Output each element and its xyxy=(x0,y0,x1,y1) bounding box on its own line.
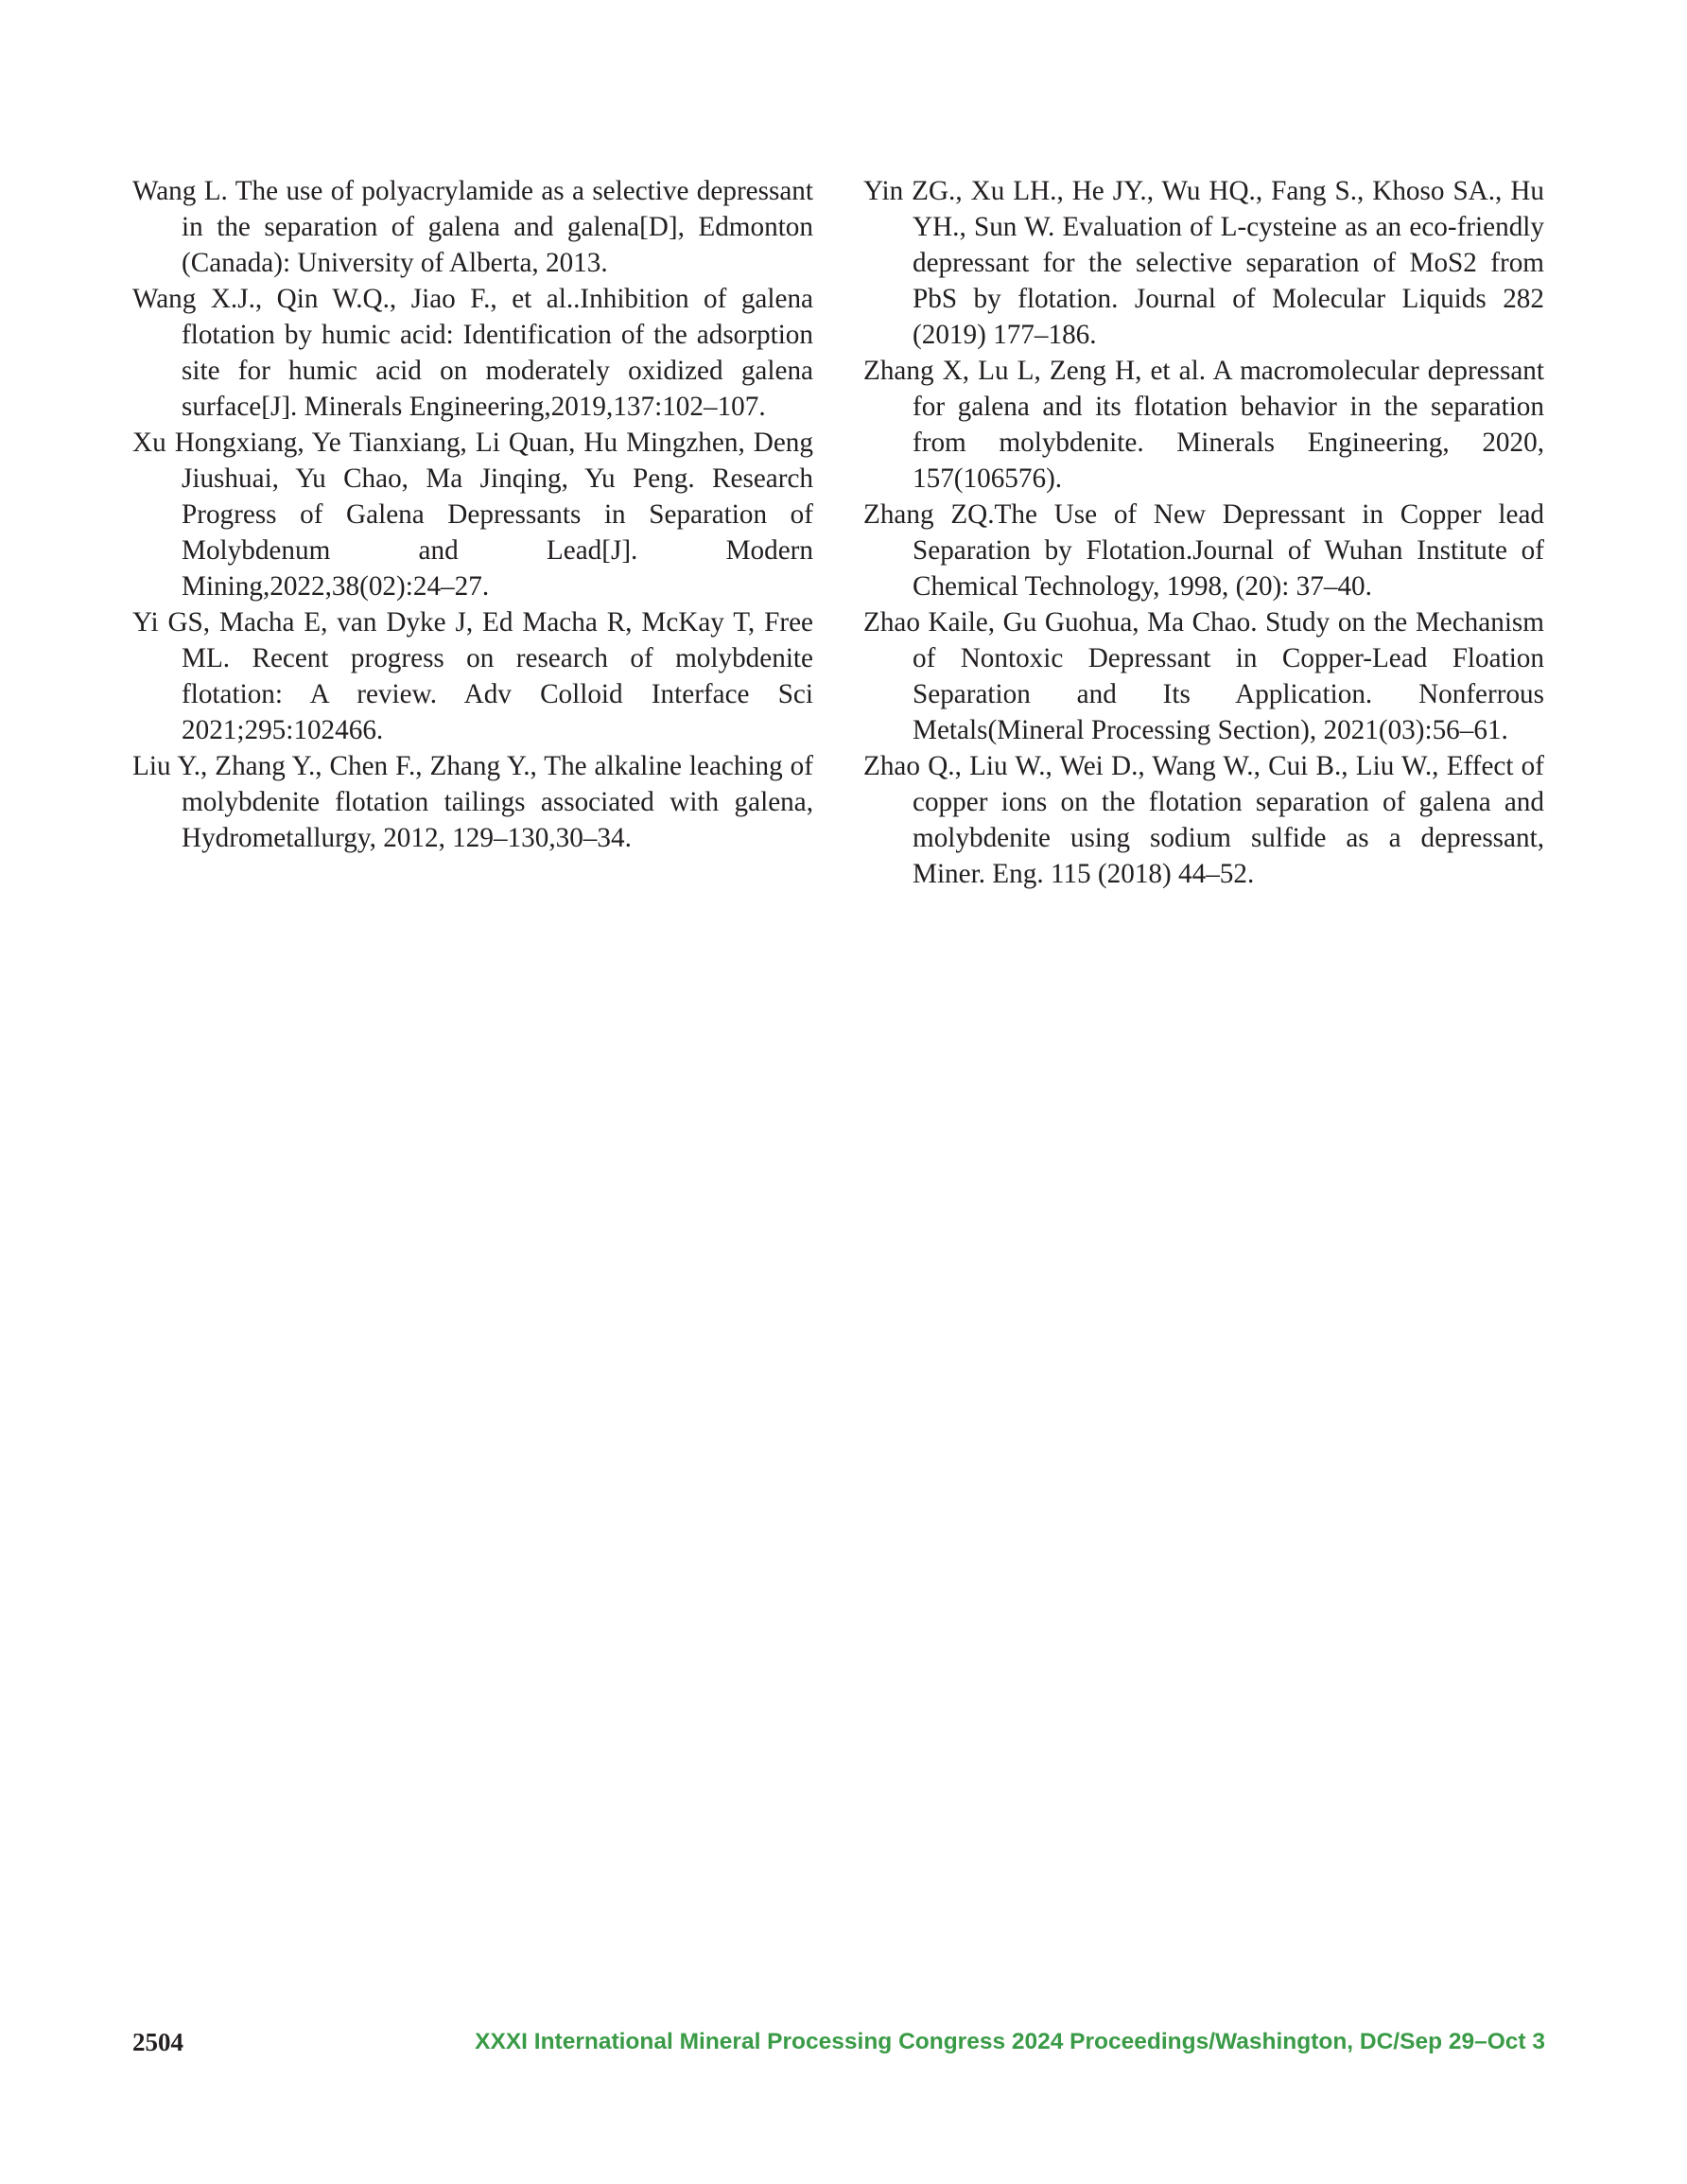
reference-entry: Zhang ZQ.The Use of New Depressant in Copper lead Separation by Flotation.Journal of Wuhan Institute of Chemical Technology, 1998, (20): 37–40. xyxy=(863,499,1544,602)
running-footer-title: XXXI International Mineral Processing Congress 2024 Proceedings/Washington, DC/Sep 29–Oct 3 xyxy=(475,2029,1545,2054)
references-right-column xyxy=(863,173,1544,892)
reference-entry: Wang L. The use of polyacrylamide as a selective depressant in the separation of galena and galena[D], Edmonton (Canada): University of Alberta, 2013. xyxy=(132,176,813,278)
reference-entry: Wang X.J., Qin W.Q., Jiao F., et al..Inhibition of galena flotation by humic acid: Identification of the adsorption site for humic acid on moderately oxidized galena surface[J]. Minerals Engineering,2019,137:102–107. xyxy=(132,284,813,422)
reference-entry: Zhang X, Lu L, Zeng H, et al. A macromolecular depressant for galena and its flotation behavior in the separation from molybdenite. Minerals Engineering, 2020, 157(106576). xyxy=(863,356,1544,494)
reference-entry: Liu Y., Zhang Y., Chen F., Zhang Y., The alkaline leaching of molybdenite flotation tailings associated with galena, Hydrometallurgy, 2012, 129–130,30–34. xyxy=(132,751,813,853)
page-number: 2504 xyxy=(132,2028,183,2056)
reference-entry: Zhao Kaile, Gu Guohua, Ma Chao. Study on the Mechanism of Nontoxic Depressant in Copper-Lead Floation Separation and Its Application. Nonferrous Metals(Mineral Processing Section), 2021(03):56–61. xyxy=(863,607,1544,745)
reference-entry: Yi GS, Macha E, van Dyke J, Ed Macha R, McKay T, Free ML. Recent progress on research of molybdenite flotation: A review. Adv Colloid Interface Sci 2021;295:102466. xyxy=(132,607,813,745)
reference-entry: Xu Hongxiang, Ye Tianxiang, Li Quan, Hu Mingzhen, Deng Jiushuai, Yu Chao, Ma Jinqing, Yu Peng. Research Progress of Galena Depressants in Separation of Molybdenum and Lead[J]. Modern Mining,2022,38(02):24–27. xyxy=(132,428,813,602)
references-left-column xyxy=(132,173,813,856)
reference-entry: Yin ZG., Xu LH., He JY., Wu HQ., Fang S., Khoso SA., Hu YH., Sun W. Evaluation of L-cysteine as an eco-friendly depressant for the selective separation of MoS2 from PbS by flotation. Journal of Molecular Liquids 282 (2019) 177–186. xyxy=(863,176,1544,350)
reference-entry: Zhao Q., Liu W., Wei D., Wang W., Cui B., Liu W., Effect of copper ions on the flotation separation of galena and molybdenite using sodium sulfide as a depressant, Miner. Eng. 115 (2018) 44–52. xyxy=(863,751,1544,889)
